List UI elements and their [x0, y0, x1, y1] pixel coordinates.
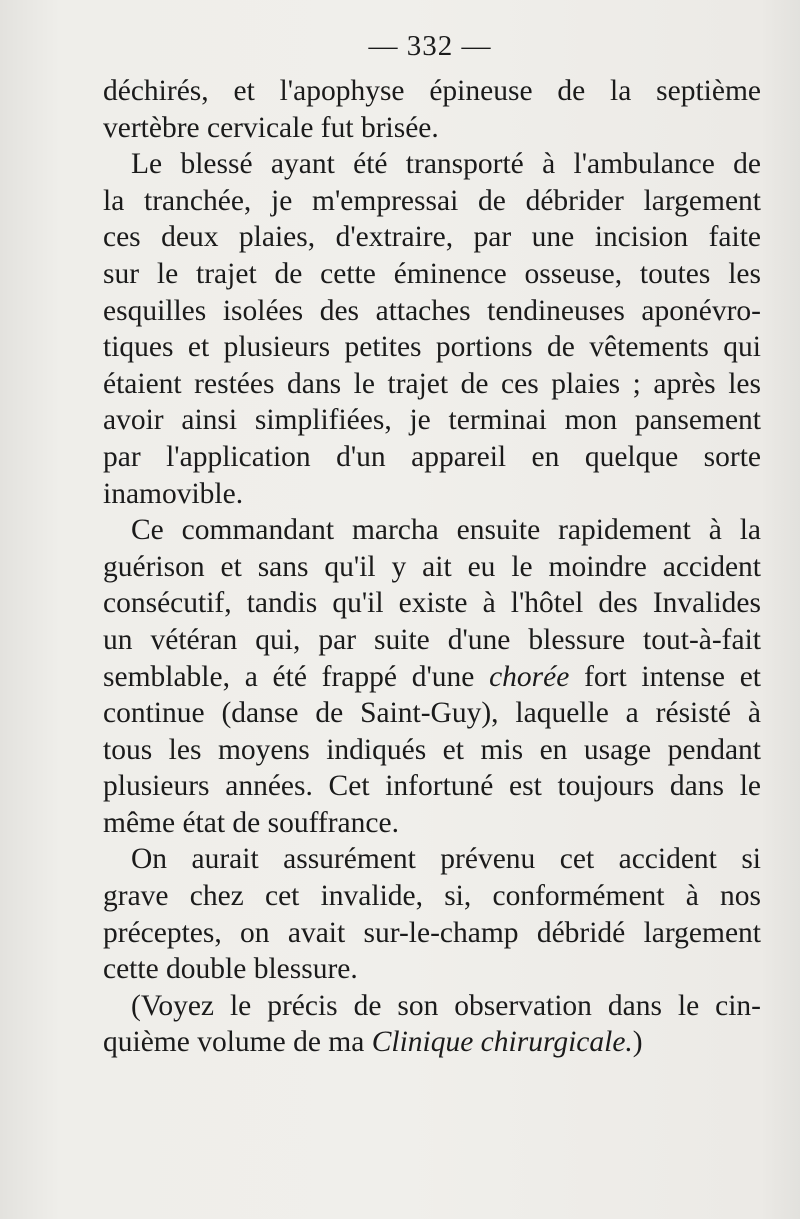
text-line: inamovible. [103, 477, 244, 510]
text-line: avoir ainsi simplifiées, je terminai mon pansement [103, 404, 761, 437]
text-line [103, 1024, 761, 1061]
page-number: — 332 — [368, 30, 492, 62]
body-text [103, 73, 761, 1061]
italic-term: chorée [489, 660, 570, 693]
text-line: déchirés, et l'apophyse épineuse de la septième [103, 75, 761, 107]
text-line [103, 659, 761, 696]
text-line: même état de souffrance. [103, 806, 399, 839]
text-line: sur le trajet de cette éminence osseuse, toutes les [103, 257, 761, 290]
text-line: guérison et sans qu'il y ait eu le moindre accident [103, 550, 761, 583]
paragraph-3 [103, 512, 761, 841]
text-line: tous les moyens indiqués et mis en usage pendant [103, 733, 761, 766]
text-line: (Voyez le précis de son observation dans le cin- [131, 989, 761, 1022]
text-line: un vétéran qui, par suite d'une blessure tout-à-fait [103, 623, 761, 656]
italic-title: Clinique chirurgicale. [371, 1026, 633, 1059]
text-line: consécutif, tandis qu'il existe à l'hôtel des Invalides [103, 587, 761, 620]
text-line: Ce commandant marcha ensuite rapidement à la [131, 514, 761, 547]
text-line: cette double blessure. [103, 953, 358, 986]
paragraph-2 [103, 146, 761, 512]
text-line: vertèbre cervicale fut brisée. [103, 111, 439, 144]
text-line: On aurait assurément prévenu cet accident si [131, 843, 761, 876]
text-line: par l'application d'un appareil en quelque sorte [103, 440, 761, 473]
text-line: grave chez cet invalide, si, conformément à nos [103, 880, 761, 913]
text-line: préceptes, on avait sur-le-champ débridé largement [103, 916, 761, 949]
text-line: tiques et plusieurs petites portions de vêtements qui [103, 331, 761, 364]
text-segment: fort intense et [584, 660, 761, 693]
text-line: continue (danse de Saint-Guy), laquelle a résisté à [103, 697, 761, 730]
text-line: esquilles isolées des attaches tendineuses aponévro- [103, 294, 761, 327]
paragraph-1 [103, 73, 761, 146]
text-line: étaient restées dans le trajet de ces plaies ; après les [103, 367, 761, 400]
paragraph-4 [103, 841, 761, 987]
text-segment: ) [632, 1026, 643, 1059]
text-segment: semblable, a été frappé d'une [103, 660, 475, 693]
text-line: ces deux plaies, d'extraire, par une incision faite [103, 221, 761, 254]
text-line: la tranchée, je m'empressai de débrider largement [103, 184, 761, 217]
paragraph-5 [103, 988, 761, 1061]
text-segment: quième volume de ma [103, 1026, 365, 1059]
text-line: plusieurs années. Cet infortuné est toujours dans le [103, 770, 761, 803]
text-line: Le blessé ayant été transporté à l'ambulance de [131, 148, 761, 181]
